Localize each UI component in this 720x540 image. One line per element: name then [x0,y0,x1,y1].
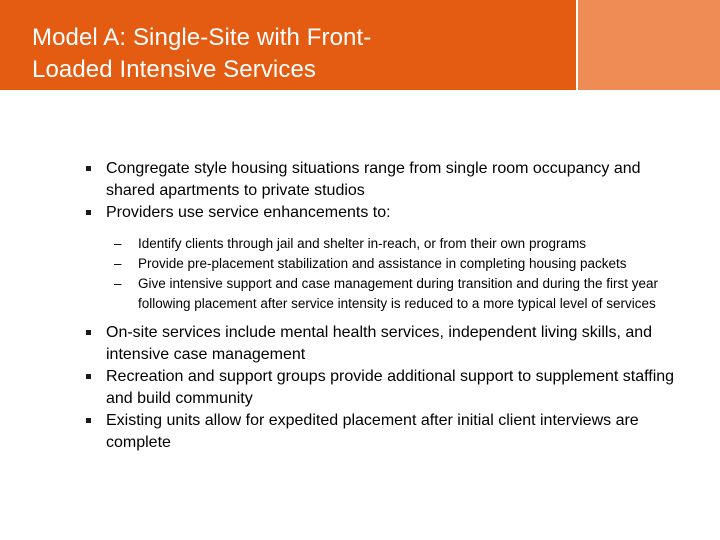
bullet-text: Existing units allow for expedited placement after initial client interviews are complete [106,412,639,451]
slide-title-line-2: Loaded Intensive Services [32,56,317,83]
bullet-text: On-site services include mental health services, independent living skills, and intensive case management [106,324,653,363]
slide-title [32,22,576,86]
sub-bullet-text: Provide pre-placement stabilization and assistance in completing housing packets [138,256,627,271]
bullet-item [0,202,720,224]
dash-bullet-icon: – [114,256,122,271]
square-bullet-icon [86,330,91,335]
square-bullet-icon [86,210,91,215]
dash-bullet-icon: – [114,236,122,251]
bullet-text: Recreation and support groups provide additional support to supplement staffing and build community [106,368,675,407]
slide-title-line-1: Model A: Single-Site with Front- [32,24,372,51]
square-bullet-icon [86,374,91,379]
sub-bullet-text: Identify clients through jail and shelter in-reach, or from their own programs [138,236,586,251]
bullet-text: Providers use service enhancements to: [106,204,391,221]
title-bar [0,0,576,90]
bullet-item [0,158,720,202]
bullet-item [0,366,720,410]
title-accent-block [578,0,720,90]
square-bullet-icon [86,166,91,171]
bullet-text: Congregate style housing situations range from single room occupancy and shared apartments to private studios [106,160,641,199]
bullet-item [0,410,720,454]
bullet-list [0,158,720,454]
sub-bullet-item [0,234,720,254]
sub-bullet-item [0,254,720,274]
sub-bullet-item [0,274,720,314]
square-bullet-icon [86,418,91,423]
sub-bullet-text: Give intensive support and case management during transition and during the first year following placement after service intensity is reduced to a more typical level of services [138,276,659,311]
bullet-item [0,322,720,366]
dash-bullet-icon: – [114,276,122,291]
